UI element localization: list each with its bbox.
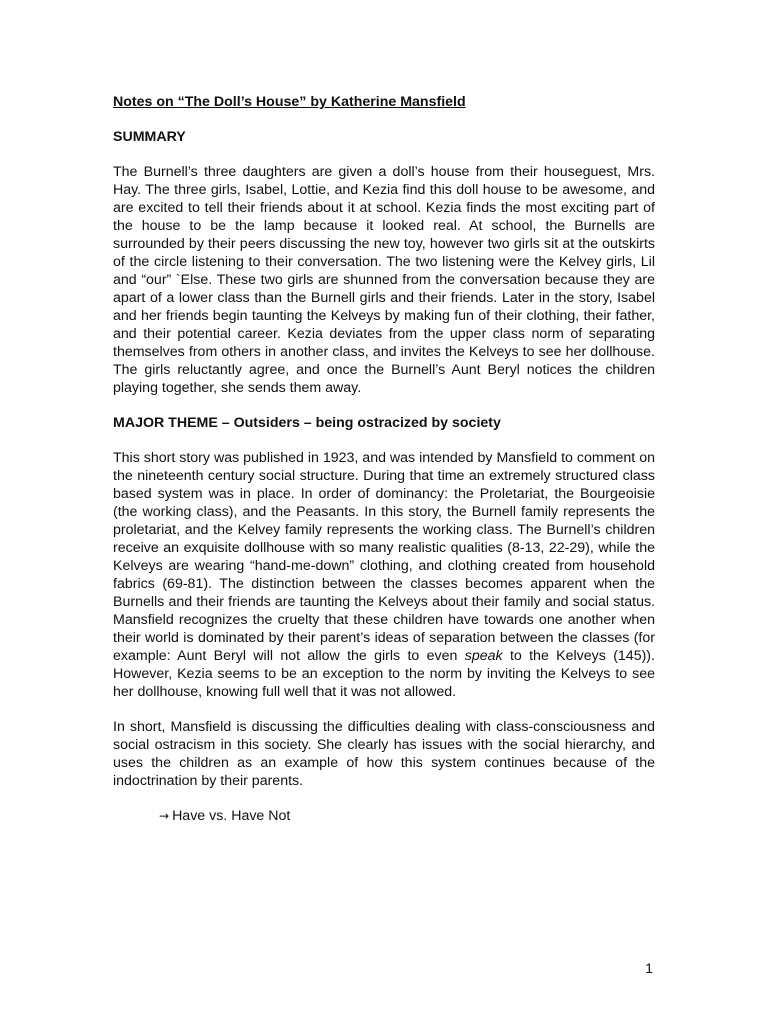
document-body xyxy=(113,93,655,825)
page-number: 1 xyxy=(645,961,653,977)
summary-paragraph: The Burnell’s three daughters are given a doll’s house from their houseguest, Mrs. Hay. The three girls, Isabel, Lottie, and Kezia find this doll house to be awesome, and are excited to tell their friends about it at school. Kezia finds the most exciting part of the house to be the lamp because it looked real. At school, the Burnells are surrounded by their peers discussing the new toy, however two girls sit at the outskirts of the circle listening to their conversation. The two listening were the Kelvey girls, Lil and “our” `Else. These two girls are shunned from the conversation because they are apart of a lower class than the Burnell girls and their friends. Later in the story, Isabel and her friends begin taunting the Kelveys by making fun of their clothing, their father, and their potential career. Kezia deviates from the upper class norm of separating themselves from others in another class, and invites the Kelveys to see her dollhouse. The girls reluctantly agree, and once the Burnell’s Aunt Beryl notices the children playing together, she sends them away. xyxy=(113,164,655,396)
major-theme-heading: MAJOR THEME – Outsiders – being ostracized by society xyxy=(113,415,501,431)
theme-paragraph xyxy=(113,449,655,701)
document-title: Notes on “The Doll’s House” by Katherine Mansfield xyxy=(113,94,466,110)
right-arrow-icon: → xyxy=(159,809,170,823)
theme-paragraph-text-2: to the Kelveys (145)). However, Kezia seems to be an exception to the norm by inviting the Kelveys to see her dollhouse, knowing full well that it was not allowed. xyxy=(113,648,655,700)
conclusion-paragraph: In short, Mansfield is discussing the difficulties dealing with class-consciousness and social ostracism in this society. She clearly has issues with the social hierarchy, and uses the children as an example of how this system continues because of the indoctrination by their parents. xyxy=(113,719,655,789)
theme-paragraph-text-1: This short story was published in 1923, and was intended by Mansfield to comment on the nineteenth century social structure. During that time an extremely structured class based system was in place. In order of dominancy: the Proletariat, the Bourgeoisie (the working class), and the Peasants. In this story, the Burnell family represents the proletariat, and the Kelvey family represents the working class. The Burnell’s children receive an exquisite dollhouse with so many realistic qualities (8-13, 22-29), while the Kelveys are wearing “hand-me-down” clothing, and clothing created from household fabrics (69-81). The distinction between the classes becomes apparent when the Burnells and their friends are taunting the Kelveys about their family and social status. Mansfield recognizes the cruelty that these children have towards one another when their world is dominated by their parent’s ideas of separation between the classes (for example: Aunt Beryl will not allow the girls to even xyxy=(113,450,655,664)
arrow-note-line xyxy=(159,807,655,825)
arrow-note-text: Have vs. Have Not xyxy=(172,808,291,824)
theme-paragraph-emphasis: speak xyxy=(464,648,503,664)
summary-heading: SUMMARY xyxy=(113,129,186,145)
